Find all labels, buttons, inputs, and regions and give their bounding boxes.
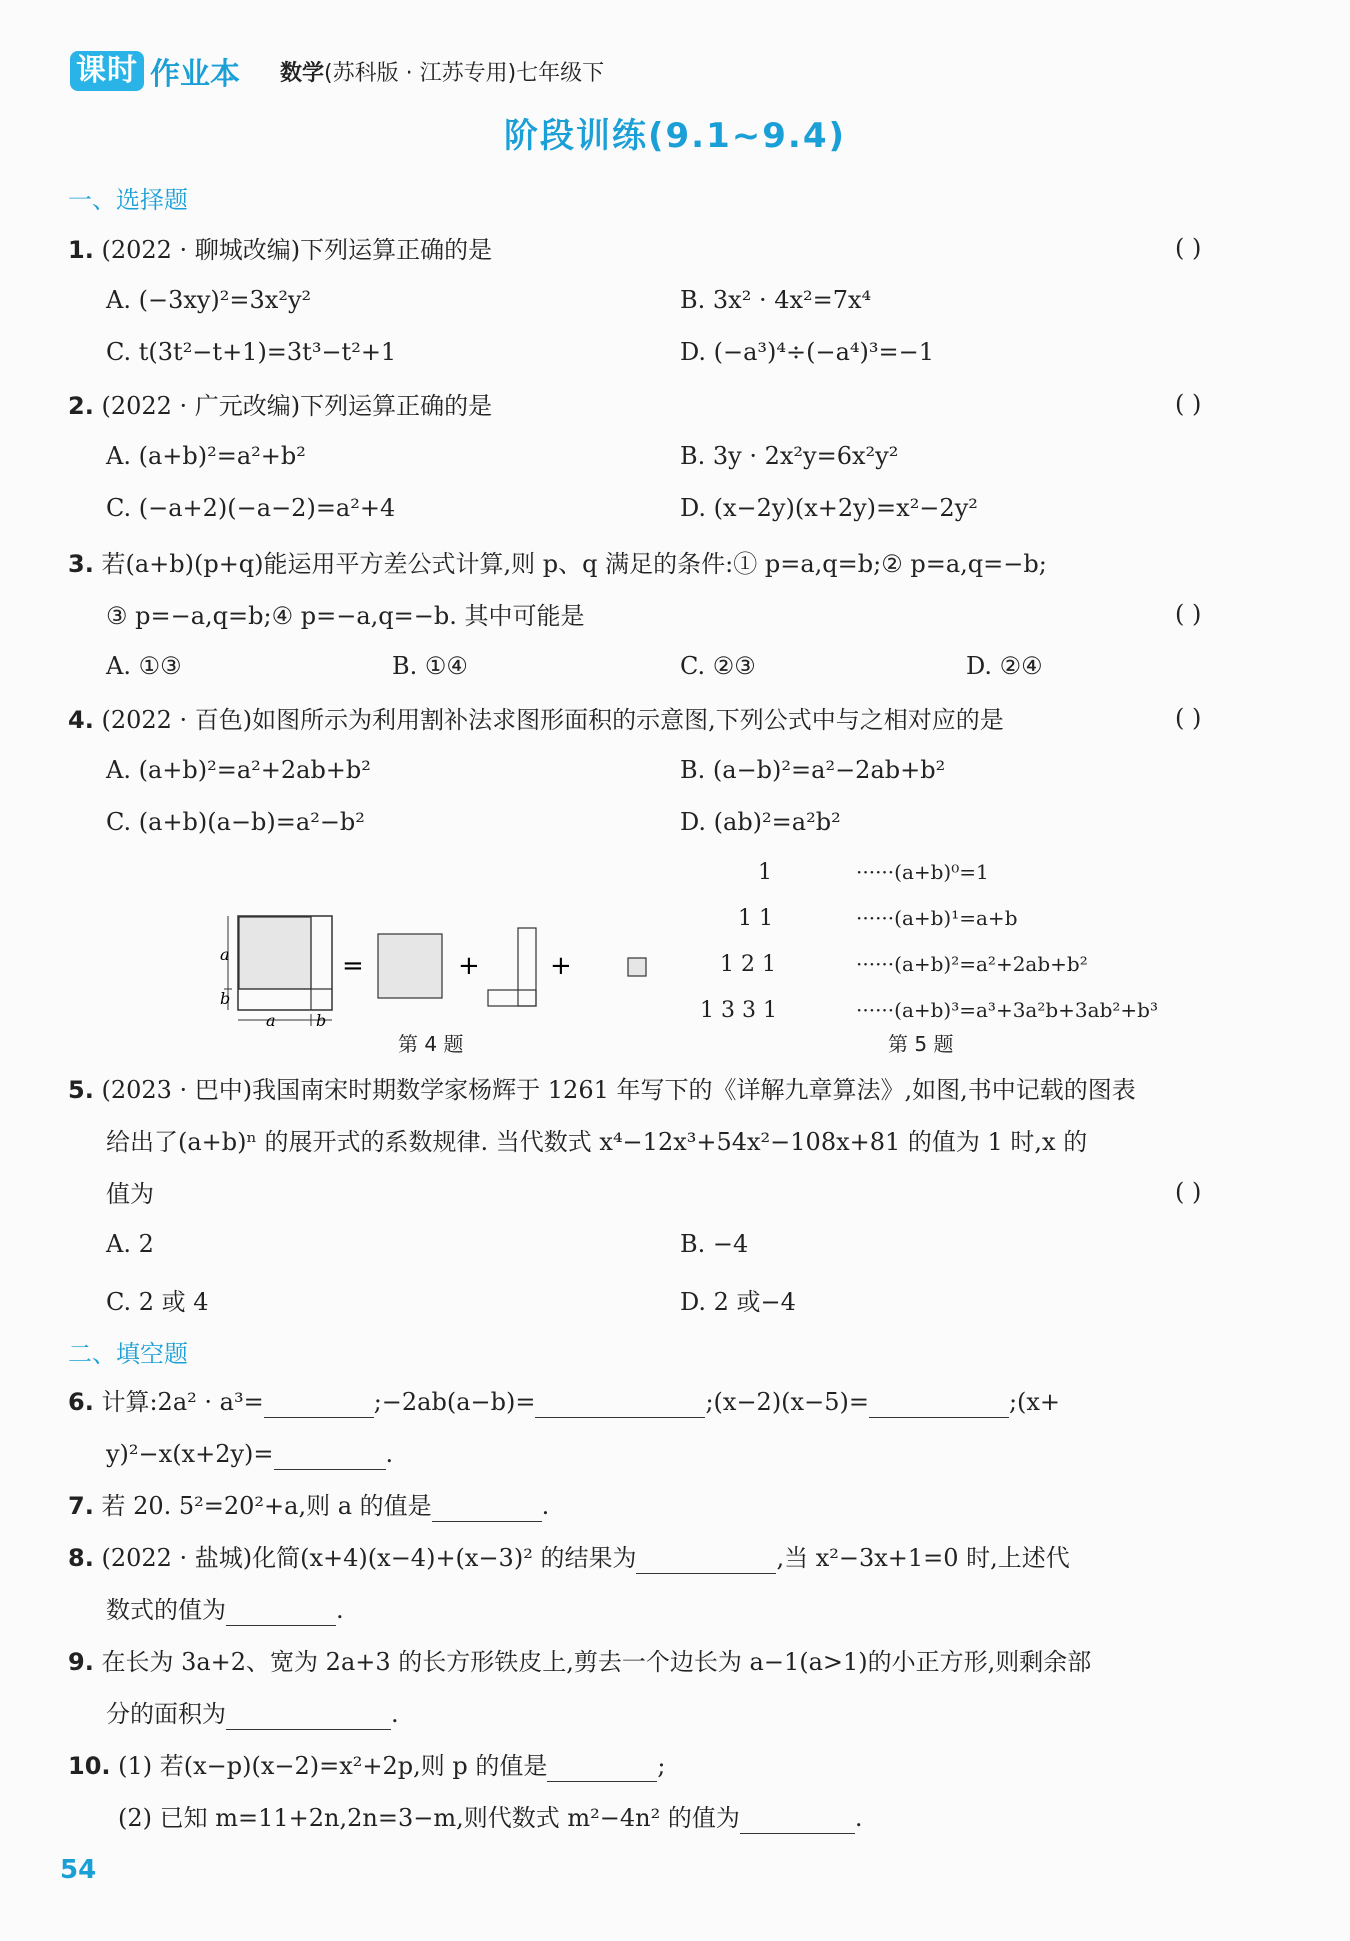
fig4-equals: = [342,951,364,981]
q7-part1: 若 20. 5²=20²+a,则 a 的值是 [101,1492,432,1520]
q5-number: 5. [68,1076,94,1104]
q5-option-d: D. 2 或−4 [680,1288,796,1316]
q2-number: 2. [68,392,94,420]
q10-part4: . [854,1804,863,1832]
q6-part1: 计算:2a² · a³= [101,1388,264,1416]
q10-blank-2[interactable] [740,1807,855,1834]
q5-stem-line3: 值为 [106,1180,154,1208]
fig5-row-1: 1 1 [738,906,773,931]
q6-line2 [106,1438,393,1470]
figure-5-caption: 第 5 题 [888,1032,954,1056]
q5-option-b: B. −4 [680,1230,749,1258]
q2-option-c: C. (−a+2)(−a−2)=a²+4 [106,494,396,522]
q8-blank-1[interactable] [636,1547,776,1574]
fig5-expr-2: ······(a+b)²=a²+2ab+b² [856,952,1088,976]
q3-option-b: B. ①④ [392,652,468,680]
q6-blank-3[interactable] [869,1391,1009,1418]
fig4-plus-1: + [458,951,480,981]
q1-option-b: B. 3x² · 4x²=7x⁴ [680,286,872,314]
fig4-label-b-horizontal: b [316,1011,327,1030]
q1-number: 1. [68,236,94,264]
q4-text: (2022 · 百色)如图所示为利用割补法求图形面积的示意图,下列公式中与之相对应的是 [101,706,1004,734]
q5-stem-line1 [68,1074,1136,1106]
q1-text: (2022 · 聊城改编)下列运算正确的是 [101,236,493,264]
q8-part4: . [336,1596,344,1624]
q4-answer-paren[interactable]: ( ) [1175,704,1202,732]
q10-blank-1[interactable] [547,1755,657,1782]
fig5-expr-1: ······(a+b)¹=a+b [856,906,1018,930]
q9-part2: 分的面积为 [106,1700,226,1728]
q7-number: 7. [68,1492,94,1520]
q10-number: 10. [68,1752,111,1780]
q6-part6: . [385,1440,394,1468]
figure-4-caption: 第 4 题 [398,1032,464,1056]
q3-answer-paren[interactable]: ( ) [1175,600,1202,628]
q10-part1: (1) 若(x−p)(x−2)=x²+2p,则 p 的值是 [118,1752,548,1780]
q6-part5: y)²−x(x+2y)= [106,1440,274,1468]
q4-option-b: B. (a−b)²=a²−2ab+b² [680,756,946,784]
q1-option-a: A. (−3xy)²=3x²y² [106,286,312,314]
q6-blank-1[interactable] [264,1391,374,1418]
q8-part3: 数式的值为 [106,1596,226,1624]
fig4-l-vertical [518,928,536,1006]
q3-stem-line1 [68,548,1047,580]
q3-option-d: D. ②④ [966,652,1043,680]
q6-blank-2[interactable] [535,1391,705,1418]
fig4-plus-2: + [550,951,572,981]
fig4-inner-square [239,917,311,989]
q8-number: 8. [68,1544,94,1572]
q8-line1 [68,1542,1070,1574]
fig5-expr-0: ······(a+b)⁰=1 [856,860,989,884]
q7 [68,1490,549,1522]
q10-line2 [118,1802,862,1834]
q4-stem [68,704,1004,736]
q2-text: (2022 · 广元改编)下列运算正确的是 [101,392,493,420]
figure-4 [210,900,660,1030]
q6-line1 [68,1386,1060,1418]
q9-line2 [106,1698,399,1730]
q2-stem [68,390,492,422]
q4-option-a: A. (a+b)²=a²+2ab+b² [106,756,371,784]
logo-badge: 课时 [70,51,144,91]
q6-part4: ;(x+ [1008,1388,1061,1416]
q8-blank-2[interactable] [226,1599,336,1626]
fig4-small-square [628,958,646,976]
q8-part2: ,当 x²−3x+1=0 时,上述代 [776,1544,1070,1572]
subject-bold: 数学 [280,61,325,86]
q4-option-c: C. (a+b)(a−b)=a²−b² [106,808,365,836]
logo [70,50,240,92]
q8-line2 [106,1594,344,1626]
q6-part2: ;−2ab(a−b)= [373,1388,536,1416]
q9-blank[interactable] [226,1703,391,1730]
q3-text1: 若(a+b)(p+q)能运用平方差公式计算,则 p、q 满足的条件:① p=a,q=b;② p=a,q=−b; [101,550,1047,578]
q2-option-a: A. (a+b)²=a²+b² [106,442,306,470]
q3-option-c: C. ②③ [680,652,756,680]
q7-part2: . [541,1492,550,1520]
subject-rest: (苏科版 · 江苏专用)七年级下 [324,61,605,86]
q10-part3: (2) 已知 m=11+2n,2n=3−m,则代数式 m²−4n² 的值为 [118,1804,740,1832]
q6-number: 6. [68,1388,94,1416]
q4-option-d: D. (ab)²=a²b² [680,808,841,836]
q1-option-c: C. t(3t²−t+1)=3t³−t²+1 [106,338,397,366]
q5-text1: (2023 · 巴中)我国南宋时期数学家杨辉于 1261 年写下的《详解九章算法》,如图,书中记载的图表 [101,1076,1136,1104]
q1-stem [68,234,492,266]
page-title: 阶段训练(9.1~9.4) [503,116,847,156]
q5-stem-line2: 给出了(a+b)ⁿ 的展开式的系数规律. 当代数式 x⁴−12x³+54x²−108x+81 的值为 1 时,x 的 [106,1128,1088,1156]
fig5-row-2: 1 2 1 [720,952,776,977]
q6-blank-4[interactable] [274,1443,386,1470]
q5-option-c: C. 2 或 4 [106,1288,209,1316]
page-number: 54 [60,1855,97,1885]
q1-option-d: D. (−a³)⁴÷(−a⁴)³=−1 [680,338,935,366]
q9-part1: 在长为 3a+2、宽为 2a+3 的长方形铁皮上,剪去一个边长为 a−1(a>1)的小正方形,则剩余部 [101,1648,1092,1676]
q3-option-a: A. ①③ [106,652,182,680]
q5-answer-paren[interactable]: ( ) [1175,1178,1202,1206]
fig4-label-b-vertical: b [220,989,231,1008]
section-choice: 一、选择题 [68,186,188,214]
q3-stem-line2: ③ p=−a,q=b;④ p=−a,q=−b. 其中可能是 [106,602,585,630]
q6-part3: ;(x−2)(x−5)= [705,1388,869,1416]
q8-part1: (2022 · 盐城)化简(x+4)(x−4)+(x−3)² 的结果为 [101,1544,637,1572]
subject-line [280,56,604,87]
q5-option-a: A. 2 [106,1230,154,1258]
fig4-square-a [378,934,442,998]
q2-option-b: B. 3y · 2x²y=6x²y² [680,442,899,470]
fig4-label-a-horizontal: a [266,1011,276,1030]
q4-number: 4. [68,706,94,734]
fig5-row-3: 1 3 3 1 [700,998,777,1023]
fig5-expr-3: ······(a+b)³=a³+3a²b+3ab²+b³ [856,998,1158,1022]
q9-line1 [68,1646,1091,1678]
logo-text: 作业本 [150,57,240,92]
q7-blank[interactable] [432,1495,542,1522]
q9-part3: . [391,1700,399,1728]
q10-part2: ; [657,1752,666,1780]
fig4-l-horizontal [488,990,536,1006]
fig4-label-a-vertical: a [220,945,230,964]
q3-number: 3. [68,550,94,578]
q2-answer-paren[interactable]: ( ) [1175,390,1202,418]
q10-line1 [68,1750,666,1782]
q9-number: 9. [68,1648,94,1676]
q2-option-d: D. (x−2y)(x+2y)=x²−2y² [680,494,978,522]
fig5-row-0: 1 [758,860,772,885]
q1-answer-paren[interactable]: ( ) [1175,234,1202,262]
section-fill: 二、填空题 [68,1340,188,1368]
